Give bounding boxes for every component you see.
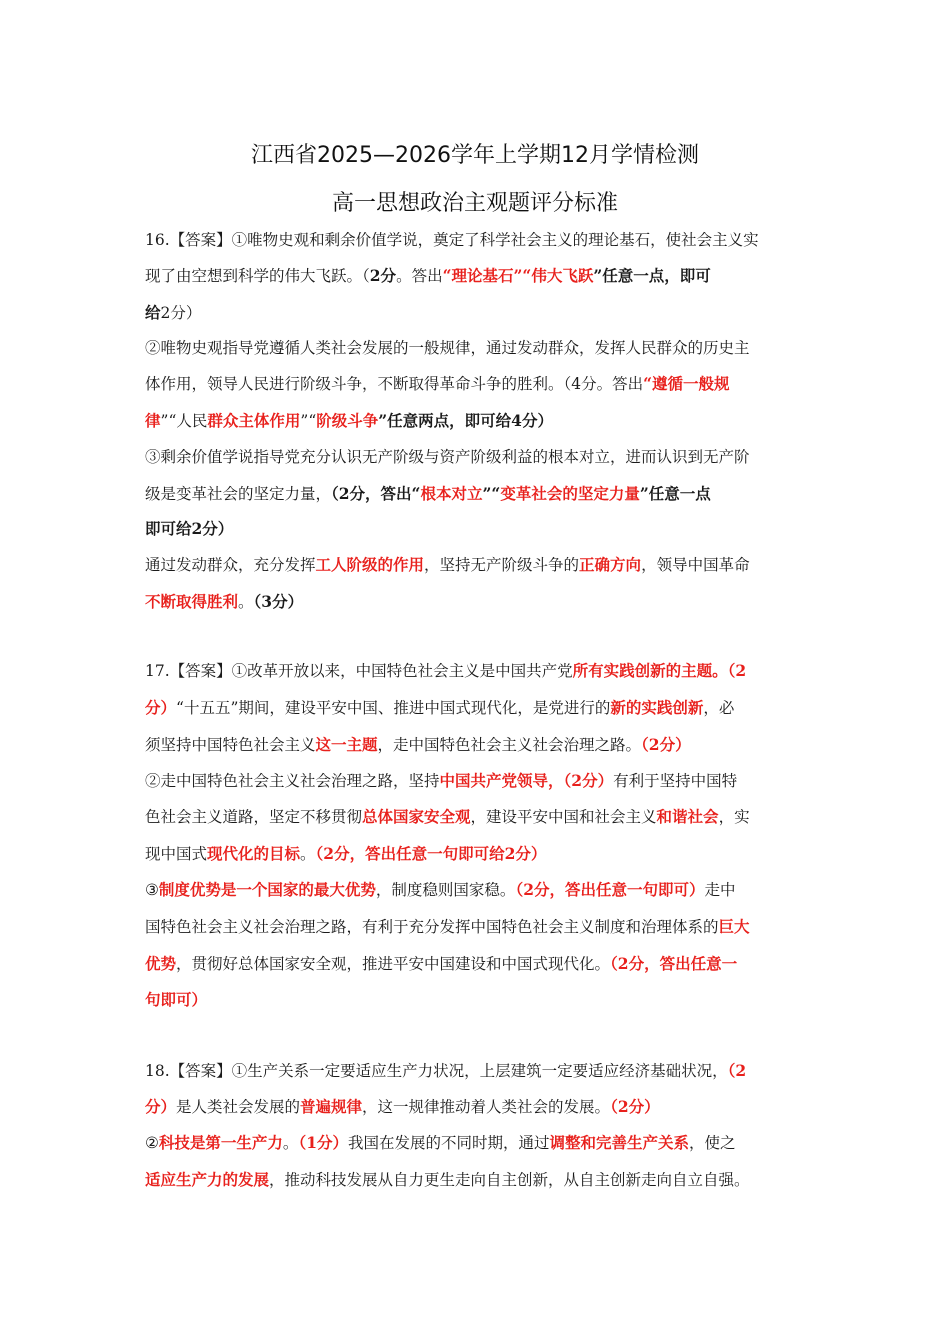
- answer-17-line: [145, 697, 805, 719]
- score-label: 句即可）: [145, 990, 208, 1009]
- key-point: 变革社会的坚定力量: [500, 484, 640, 503]
- text-span: ，建设平安中国和社会主义: [470, 808, 657, 826]
- answer-16-line: [145, 446, 805, 468]
- text-span: 现中国式: [145, 845, 208, 863]
- text-span: ，实: [718, 808, 750, 826]
- text-span: ，使之: [689, 1134, 736, 1152]
- scoring-rule: 即可给2分）: [145, 519, 234, 538]
- scoring-rule: 给: [145, 303, 161, 322]
- key-point: 阶级斗争: [316, 411, 379, 430]
- answer-17-line: [145, 879, 805, 901]
- answer-16-line: [145, 337, 805, 359]
- score-label: （2分，答出任意一句即可给2分）: [315, 844, 547, 863]
- answer-17-line: [145, 806, 805, 828]
- key-point: 普遍规律: [300, 1097, 363, 1116]
- answer-18-line: [145, 1169, 805, 1191]
- key-point: 所有实践创新的主题。（2: [572, 661, 747, 680]
- answer-16-line: [145, 265, 805, 287]
- text-span: ②唯物史观指导党遵循人类社会发展的一般规律，通过发动群众，发挥人民群众的历史主: [145, 339, 750, 357]
- scoring-rule: ”任意两点，即可给4分）: [378, 411, 553, 430]
- text-span: ，贯彻好总体国家安全观，推进平安中国建设和中国式现代化。: [176, 955, 611, 973]
- answer-16-line: [145, 554, 805, 576]
- answer-16-line: [145, 229, 805, 251]
- text-span: ，必: [703, 699, 735, 717]
- text-span: 有利于坚持中国特: [613, 772, 738, 790]
- score-label: （2分，答出任意一: [610, 954, 738, 973]
- text-span: 现了由空想到科学的伟大飞跃。（: [145, 267, 370, 285]
- text-span: 16.【答案】①唯物史观和剩余价值学说，奠定了科学社会主义的理论基石，使社会主义实: [145, 231, 759, 249]
- quote-mark: ”“: [482, 484, 501, 503]
- key-point: 制度优势是一个国家的最大优势: [158, 880, 376, 899]
- key-point: 伟大飞跃: [531, 266, 594, 285]
- text-span: ②: [145, 1134, 159, 1152]
- text-span: ③: [145, 881, 159, 899]
- key-point: 工人阶级的作用: [315, 555, 425, 574]
- key-point: 调整和完善生产关系: [549, 1133, 690, 1152]
- text-span: ，这一规律推动着人类社会的发展。: [362, 1098, 611, 1116]
- key-point: 巨大: [718, 917, 750, 936]
- text-span: 通过发动群众，充分发挥: [145, 556, 316, 574]
- answer-17-line: [145, 916, 805, 938]
- text-span: ，制度稳则国家稳。: [375, 881, 516, 899]
- text-span: 。: [300, 845, 316, 863]
- scoring-rule: （2分，答出“: [331, 484, 421, 503]
- scoring-rule: ”任意一点，即可: [593, 266, 711, 285]
- text-span: 。答出: [396, 267, 443, 285]
- key-point: 根本对立: [420, 484, 483, 503]
- key-point: 和谐社会: [656, 807, 719, 826]
- key-point: 不断取得胜利: [145, 592, 239, 611]
- score-label: 2分: [369, 266, 397, 285]
- text-span: 。: [238, 593, 254, 611]
- key-point: 现代化的目标: [207, 844, 301, 863]
- text-span: 18.【答案】①生产关系一定要适应生产力状况，上层建筑一定要适应经济基础状况，: [145, 1062, 728, 1080]
- text-span: 。: [282, 1134, 299, 1152]
- answer-17-line: [145, 734, 805, 756]
- answer-18-line: [145, 1132, 805, 1154]
- text-span: ，领导中国革命: [641, 556, 750, 574]
- answer-16-line: [145, 410, 805, 432]
- text-span: 我国在发展的不同时期，通过: [347, 1134, 550, 1152]
- text-span: ③剩余价值学说指导党充分认识无产阶级与资产阶级利益的根本对立，进而认识到无产阶: [145, 448, 750, 466]
- key-point: 适应生产力的发展: [145, 1170, 270, 1189]
- key-point: 这一主题: [315, 735, 378, 754]
- text-span: 体作用，领导人民进行阶级斗争，不断取得革命斗争的胜利。（4分。答出: [145, 375, 644, 393]
- document-subtitle: 高一思想政治主观题评分标准: [331, 191, 618, 216]
- scoring-rule: ”任意一点: [639, 484, 711, 503]
- key-point: 科技是第一生产力: [158, 1133, 283, 1152]
- text-span: 须坚持中国特色社会主义: [145, 736, 316, 754]
- score-label: （3分）: [253, 592, 304, 611]
- quote-mark: ”“: [300, 412, 317, 430]
- score-label: 分）: [145, 698, 177, 717]
- text-span: ，推动科技发展从自力更生走向自主创新，从自主创新走向自立自强。: [269, 1171, 750, 1189]
- text-span: ”“人民: [160, 412, 208, 430]
- key-point: 律: [145, 411, 161, 430]
- quote-mark: ”“: [513, 266, 532, 285]
- answer-16-line: [145, 591, 805, 613]
- answer-17-line: [145, 770, 805, 792]
- answer-17-line: [145, 989, 805, 1011]
- text-span: 色社会主义道路，坚定不移贯彻: [145, 808, 363, 826]
- score-label: 分）: [145, 1097, 177, 1116]
- text-span: ，坚持无产阶级斗争的: [424, 556, 580, 574]
- key-point: 正确方向: [579, 555, 642, 574]
- key-point: 遵循一般规: [652, 374, 730, 393]
- text-span: 国特色社会主义社会治理之路，有利于充分发挥中国特色社会主义制度和治理体系的: [145, 918, 719, 936]
- text-span: 17.【答案】①改革开放以来，中国特色社会主义是中国共产党: [145, 662, 573, 680]
- answer-16-line: [145, 302, 805, 324]
- text-span: 是人类社会发展的: [176, 1098, 301, 1116]
- key-point: 优势: [145, 954, 177, 973]
- answer-17-line: [145, 843, 805, 865]
- text-span: 走中: [704, 881, 736, 899]
- score-label: （1分）: [298, 1133, 348, 1152]
- text-span: 级是变革社会的坚定力量，: [145, 485, 332, 503]
- answer-17-line: [145, 953, 805, 975]
- answer-18-line: [145, 1096, 805, 1118]
- answer-18-line: [145, 1060, 805, 1082]
- score-label: （2分，答出任意一句即可）: [515, 880, 705, 899]
- key-point: 新的实践创新: [610, 698, 704, 717]
- score-label: （2分）: [610, 1097, 660, 1116]
- score-label: （2: [727, 1061, 747, 1080]
- document-title: 江西省2025—2026学年上学期12月学情检测: [251, 143, 699, 168]
- score-label: 2分）: [160, 304, 202, 322]
- quote-mark: “: [442, 266, 452, 285]
- text-span: ，走中国特色社会主义社会治理之路。: [377, 736, 642, 754]
- answer-16-line: [145, 373, 805, 395]
- answer-17-line: [145, 660, 805, 682]
- key-point: 中国共产党领导: [439, 771, 549, 790]
- score-label: （2分）: [641, 735, 691, 754]
- key-point: 群众主体作用: [207, 411, 301, 430]
- quote-mark: “: [643, 374, 653, 393]
- key-point: 总体国家安全观: [362, 807, 471, 826]
- answer-16-line: [145, 518, 805, 540]
- answer-16-line: [145, 483, 805, 505]
- key-point: 理论基石: [451, 266, 514, 285]
- score-label: ，（2分）: [548, 771, 614, 790]
- text-span: “十五五”期间，建设平安中国、推进中国式现代化，是党进行的: [176, 699, 611, 717]
- text-span: ②走中国特色社会主义社会治理之路，坚持: [145, 772, 440, 790]
